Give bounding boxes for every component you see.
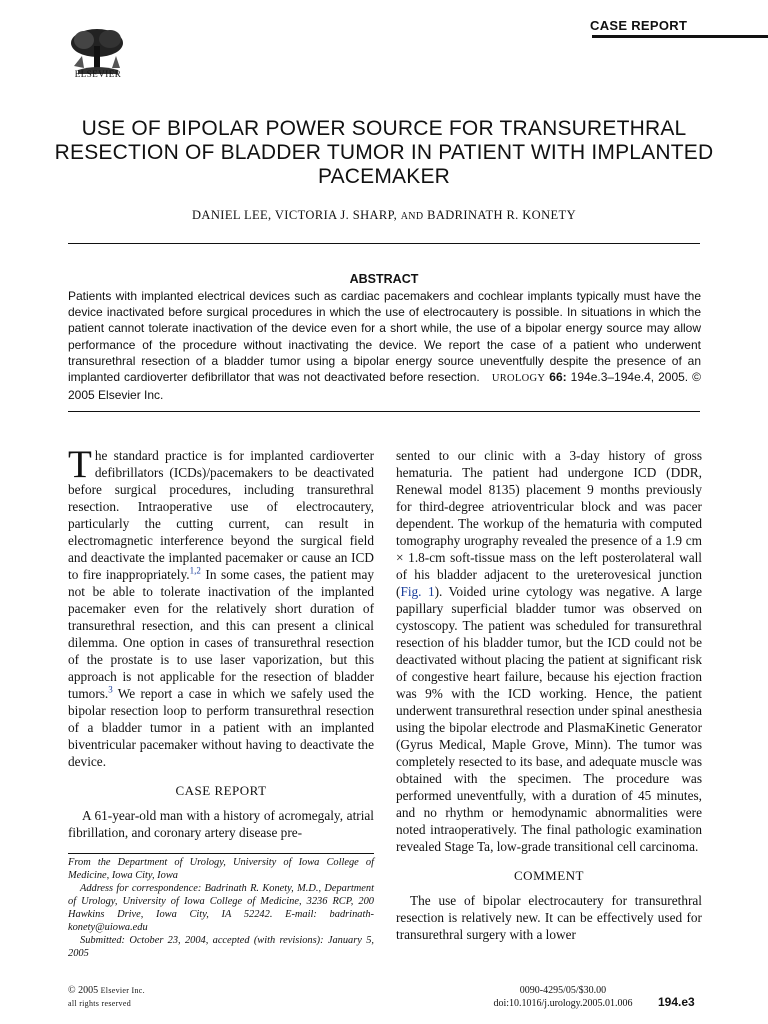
case-report-paragraph-cont: sented to our clinic with a 3-day history of gross hematuria. The patient had undergone ICD (DDR, Renewal model 8135) placement 9 months previously for third-degree atrioventricular block and was pacer dependent. The workup of the hematuria with computed tomography urography revealed the presence of a 1.9 cm × 1.8-cm soft-tissue mass on the left posterolateral wall of his bladder adjacent to the ureterovesical junction (Fig. 1). Voided urine cytology was negative. A large papillary superficial bladder tumor was observed on cystoscopy. The patient was scheduled for transurethral resection of his bladder tumor, but the ICD could not be deactivated without placing the patient at significant risk of congestive heart failure, because his ejection fraction was 9% with the ICD working. Hence, the patient underwent transurethral resection under spinal anesthesia using the bipolar electrode and PlasmaKinetic Generator (Gyrus Medical, Maple Grove, Minn). The tumor was completely resected to its base, and adequate muscle was obtained with the specimen. The procedure was performed uneventfully, with a duration of 45 minutes, and no rhythm or hemodynamic abnormalities were noted intraoperatively. The final pathologic examination revealed Stage Ta, low-grade transitional cell carcinoma. [396,448,702,854]
rights-reserved: all rights reserved [68,999,132,1008]
copyright [68,984,145,1010]
page-number: 194.e3 [658,995,695,1009]
publisher-name: ELSEVIER [74,69,122,79]
authors-and: AND [400,211,424,222]
journal-name: UROLOGY [491,373,546,385]
intro-text-b: In some cases, the patient may not be able to tolerate inactivation of the implanted pacemaker even for the relatively short duration of transurethral resection, and this can present a clinical dilemma. One option in cases of transurethral resection of the prostate is to use laser vaporization, but this approach is not applicable for the resection of bladder tumors. [68,567,374,701]
abstract-rule [68,411,700,412]
abstract-heading: ABSTRACT [349,272,419,286]
case-report-text-start: A 61-year-old man with a history of acromegaly, atrial fibrillation, and coronary artery disease pre- [68,808,374,840]
title-rule [68,243,700,244]
journal-volume: 66: [549,370,567,385]
case-report-text-end: ). Voided urine cytology was negative. A large papillary superficial bladder tumor was observed on cystoscopy. The patient was scheduled for transurethral resection of his bladder tumor, but the ICD could not be deactivated without placing the patient at significant risk of congestive heart failure, because his ejection fraction was 9% with the ICD working. Hence, the patient underwent transurethral resection under spinal anesthesia using the bipolar electrode and PlasmaKinetic Generator (Gyrus Medical, Maple Grove, Minn). The tumor was completely resected to its base, and adequate muscle was obtained with the specimen. The procedure was performed uneventfully, with a duration of 45 minutes, and no rhythm or hemodynamic abnormalities were noted intraoperatively. The final pathologic examination revealed Stage Ta, low-grade transitional cell carcinoma. [396,584,702,854]
abstract-text [68,288,701,403]
abstract-body: Patients with implanted electrical devices such as cardiac pacemakers and cochlear implants typically must have the device inactivated before surgical procedures in which the use of electrocautery is possible. In situations in which the patient cannot tolerate inactivation of the device even for a short while, the use of a bipolar energy source may allow performance of the procedure without inactivating the device. We report the case of a patient who underwent transurethral resection of a bladder tumor using a bipolar energy source uneventfully despite the presence of an implanted cardioverter defibrillator that was not deactivated before resection. [68,289,701,385]
issn: 0090-4295/05/$30.00 [519,985,607,996]
figure-link[interactable]: Fig. 1 [400,584,435,599]
intro-text-c: We report a case in which we safely used the bipolar resection loop to perform transurethral resection of a bladder tumor in a patient with an implanted biventricular pacemaker without having to deactivate the device. [68,686,374,769]
body-column-left [68,443,374,841]
copyright-holder: Elsevier Inc. [100,986,145,995]
reference-link[interactable]: 3 [108,684,113,695]
reference-link[interactable]: 1,2 [189,565,201,576]
comment-heading: COMMENT [514,868,584,883]
authors-part2: BADRINATH R. KONETY [427,208,577,222]
copyright-year: © 2005 [68,985,99,996]
case-report-paragraph-start [68,807,374,841]
body-column-right [396,447,702,943]
correspondence-note: Address for correspondence: Badrinath R. Konety, M.D., Department of Urology, University of Iowa College of Medicine, 3236 RCP, 200 Hawkins Drive, Iowa City, IA 52242. E-mail: badrinath-konety@uiowa.edu [68,883,374,933]
doi-link[interactable]: doi:10.1016/j.urology.2005.01.006 [493,998,633,1009]
comment-paragraph: The use of bipolar electrocautery for transurethral resection is relatively new. It can be effectively used for transurethral surgery with a lower [396,893,702,942]
author-list [60,208,708,223]
dropcap: T [68,443,92,486]
citation-details: 194e.3–194e.4, 2005. © 2005 Elsevier Inc. [68,370,702,403]
issn-doi [482,984,644,1010]
footnotes [68,856,374,960]
section-label: CASE REPORT [590,18,688,33]
submission-note: Submitted: October 23, 2004, accepted (with revisions): January 5, 2005 [68,935,374,959]
case-report-heading: CASE REPORT [175,783,267,798]
intro-text-a: he standard practice is for implanted cardioverter defibrillators (ICDs)/pacemakers to be deactivated before surgical procedures, including transurethral resection. Intraoperative use of electrocautery, particularly the cutting current, can result in electromagnetic interference beyond the surgical field and deactivate the implanted pacemaker or cause an ICD to fire inappropriately. [68,448,374,582]
authors-part1: DANIEL LEE, VICTORIA J. SHARP, [191,208,398,222]
intro-paragraph [68,443,374,770]
article-title: USE OF BIPOLAR POWER SOURCE FOR TRANSURETHRAL RESECTION OF BLADDER TUMOR IN PATIENT WITH IMPLANTED PACEMAKER [54,117,714,188]
footnote-rule [68,853,374,854]
header-rule [592,35,768,38]
affiliation-note: From the Department of Urology, University of Iowa College of Medicine, Iowa City, Iowa [68,857,374,881]
